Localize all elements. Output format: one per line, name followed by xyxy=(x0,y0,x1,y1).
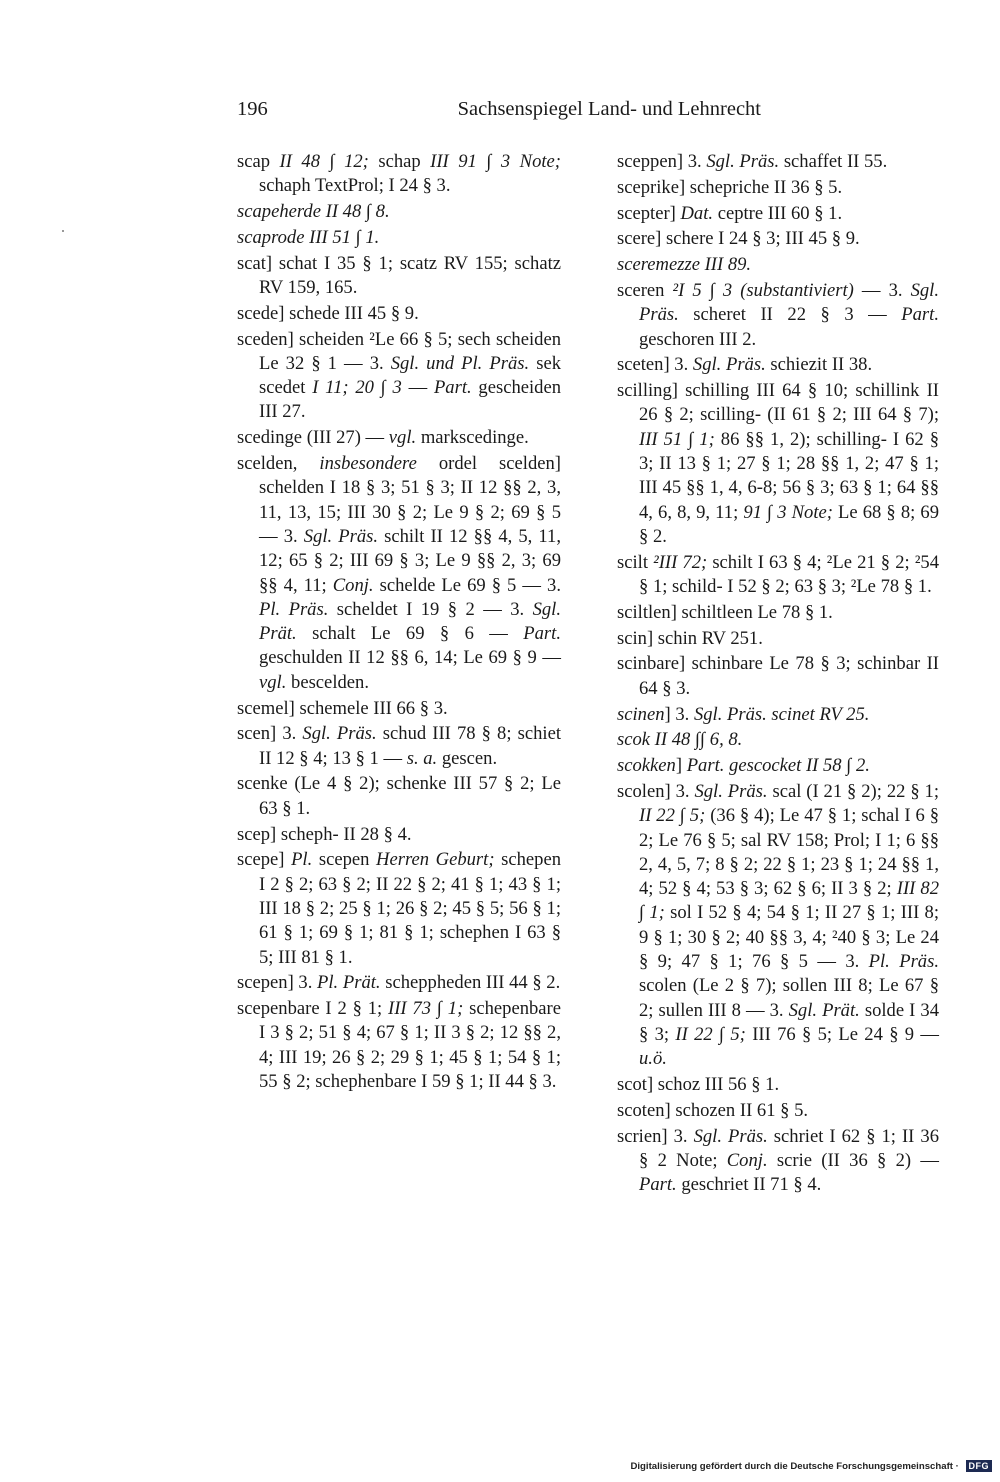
entry-scrien: scrien] 3. Sgl. Präs. schriet I 62 § 1; II 36 § 2 Note; Conj. scrie (II 36 § 2) — Part. geschriet II 71 § 4. xyxy=(617,1125,939,1196)
entry-scilt: scilt ²III 72; schilt I 63 § 4; ²Le 21 § 2; ²54 § 1; schild- I 52 § 2; 63 § 3; ²Le 78 § 1. xyxy=(617,551,939,598)
entry-sceren: sceren ²I 5 ∫ 3 (substantiviert) — 3. Sgl. Präs. scheret II 22 § 3 — Part. geschoren III 2. xyxy=(617,279,939,350)
footer-text: Digitalisierung gefördert durch die Deutsche Forschungsgemeinschaft · xyxy=(630,1460,959,1472)
entry-scenke: scenke (Le 4 § 2); schenke III 57 § 2; Le 63 § 1. xyxy=(237,773,561,819)
entry-scep: scep] scheph- II 28 § 4. xyxy=(237,823,412,845)
running-title: Sachsenspiegel Land- und Lehnrecht xyxy=(457,98,761,120)
page-number: 196 xyxy=(237,98,268,120)
footer-credit xyxy=(610,1460,992,1476)
entry-sceremezze: sceremezze III 89. xyxy=(617,254,752,276)
entry-sceprike: sceprike] schepriche II 36 § 5. xyxy=(617,176,843,198)
entry-scaprode: scaprode III 51 ∫ 1. xyxy=(237,226,380,248)
scan-speck xyxy=(62,230,64,232)
entry-scepe: scepe] Pl. scepen Herren Geburt; schepen I 2 § 2; 63 § 2; II 22 § 2; 41 § 1; 43 § 1; III 18 § 2; 25 § 1; 26 § 2; 45 § 5; 56 § 1; 61 § 1; 69 § 1; 81 § 1; schephen I 63 § 5; III 81 § 1. xyxy=(237,849,562,968)
entry-scelden: scelden, insbesondere ordel scelden] schelden I 18 § 3; 51 § 3; II 12 §§ 2, 3, 11, 13, 15; III 30 § 2; Le 9 § 2; 69 § 5 — 3. Sgl. Präs. schilt II 12 §§ 4, 5, 11, 12; 65 § 2; III 69 § 3; Le 9 §§ 2, 3; 69 §§ 4, 11; Conj. schelde Le 69 § 5 — 3. Pl. Präs. scheldet I 19 § 2 — 3. Sgl. Prät. schalt Le 69 § 6 — Part. geschulden II 12 §§ 6, 14; Le 69 § 9 — vgl. bescelden. xyxy=(237,453,561,693)
right-column xyxy=(617,150,939,1199)
entry-scepenbare: scepenbare I 2 § 1; III 73 ∫ 1; schepenbare I 3 § 2; 51 § 4; 67 § 1; II 3 § 2; 12 §§ 2, 4; III 19; 26 § 2; 29 § 1; 45 § 1; 54 § 1; 55 § 2; schephenbare I 59 § 1; II 44 § 3. xyxy=(237,998,561,1092)
entry-scolen: scolen] 3. Sgl. Präs. scal (I 21 § 2); 22 § 1; II 22 ∫ 5; (36 § 4); Le 47 § 1; schal I 6 § 2; Le 76 § 5; sal RV 158; Prol; I 1; 6 §§ 2, 4, 5, 7; 8 § 2; 22 § 1; 23 § 1; 24 §§ 1, 4; 52 § 4; 53 § 3; 62 § 6; II 3 § 2; III 82 ∫ 1; sol I 52 § 4; 54 § 1; II 27 § 1; III 8; 9 § 1; 30 § 2; 40 §§ 3, 4; ²40 § 3; Le 24 § 9; 47 § 1; 76 § 5 — 3. Pl. Präs. scolen (Le 2 § 7); sollen III 8; Le 67 § 2; sullen III 8 — 3. Sgl. Prät. solde I 34 § 3; II 22 ∫ 5; III 76 § 5; Le 24 § 9 — u.ö. xyxy=(617,780,940,1070)
entry-scede: scede] schede III 45 § 9. xyxy=(237,302,419,324)
entry-scot: scot] schoz III 56 § 1. xyxy=(617,1073,780,1095)
entry-scap: scap II 48 ∫ 12; schap III 91 ∫ 3 Note; schaph TextProl; I 24 § 3. xyxy=(237,151,561,197)
entry-sceden: sceden] scheiden ²Le 66 § 5; sech scheiden Le 32 § 1 — 3. Sgl. und Pl. Präs. sek scedet I 11; 20 ∫ 3 — Part. gescheiden III 27. xyxy=(237,328,562,423)
left-column xyxy=(237,150,561,1096)
entry-sceppen: sceppen] 3. Sgl. Präs. schaffet II 55. xyxy=(617,151,888,172)
entry-scin: scin] schin RV 251. xyxy=(617,627,763,649)
entry-scepter: scepter] Dat. ceptre III 60 § 1. xyxy=(617,202,843,224)
entry-scilling: scilling] schilling III 64 § 10; schillink II 26 § 2; scilling- (II 61 § 2; III 64 § 7); III 51 ∫ 1; 86 §§ 1, 2); schilling- I 62 § 3; II 13 § 1; 27 § 1; 28 §§ 1, 2; 47 § 1; III 45 §§ 1, 4, 6-8; 56 § 3; 63 § 1; 64 §§ 4, 6, 8, 9, 11; 91 ∫ 3 Note; Le 68 § 8; 69 § 2. xyxy=(617,380,939,547)
entry-sceten: sceten] 3. Sgl. Präs. schiezit II 38. xyxy=(617,354,873,376)
entry-scinbare: scinbare] schinbare Le 78 § 3; schinbar II 64 § 3. xyxy=(617,653,939,699)
entry-scinen: scinen] 3. Sgl. Präs. scinet RV 25. xyxy=(617,703,870,725)
entry-scapeherde: scapeherde II 48 ∫ 8. xyxy=(237,201,390,223)
entry-scat: scat] schat I 35 § 1; scatz RV 155; schatz RV 159, 165. xyxy=(237,252,561,298)
entry-sciltlen: sciltlen] schiltleen Le 78 § 1. xyxy=(617,601,833,623)
entry-scemel: scemel] schemele III 66 § 3. xyxy=(237,697,448,719)
entry-scepen: scepen] 3. Pl. Prät. scheppheden III 44 § 2. xyxy=(237,972,561,994)
dfg-logo: DFG xyxy=(966,1460,993,1472)
entry-scoten: scoten] schozen II 61 § 5. xyxy=(617,1099,809,1121)
entry-scokken: scokken] Part. gescocket II 58 ∫ 2. xyxy=(617,755,870,777)
entry-scen: scen] 3. Sgl. Präs. schud III 78 § 8; schiet II 12 § 4; 13 § 1 — s. a. gescen. xyxy=(237,723,561,769)
entry-scedinge: scedinge (III 27) — vgl. markscedinge. xyxy=(237,427,529,449)
entry-scere: scere] schere I 24 § 3; III 45 § 9. xyxy=(617,228,860,250)
page-header xyxy=(237,98,761,128)
entry-scok: scok II 48 ∫∫ 6, 8. xyxy=(617,729,743,751)
